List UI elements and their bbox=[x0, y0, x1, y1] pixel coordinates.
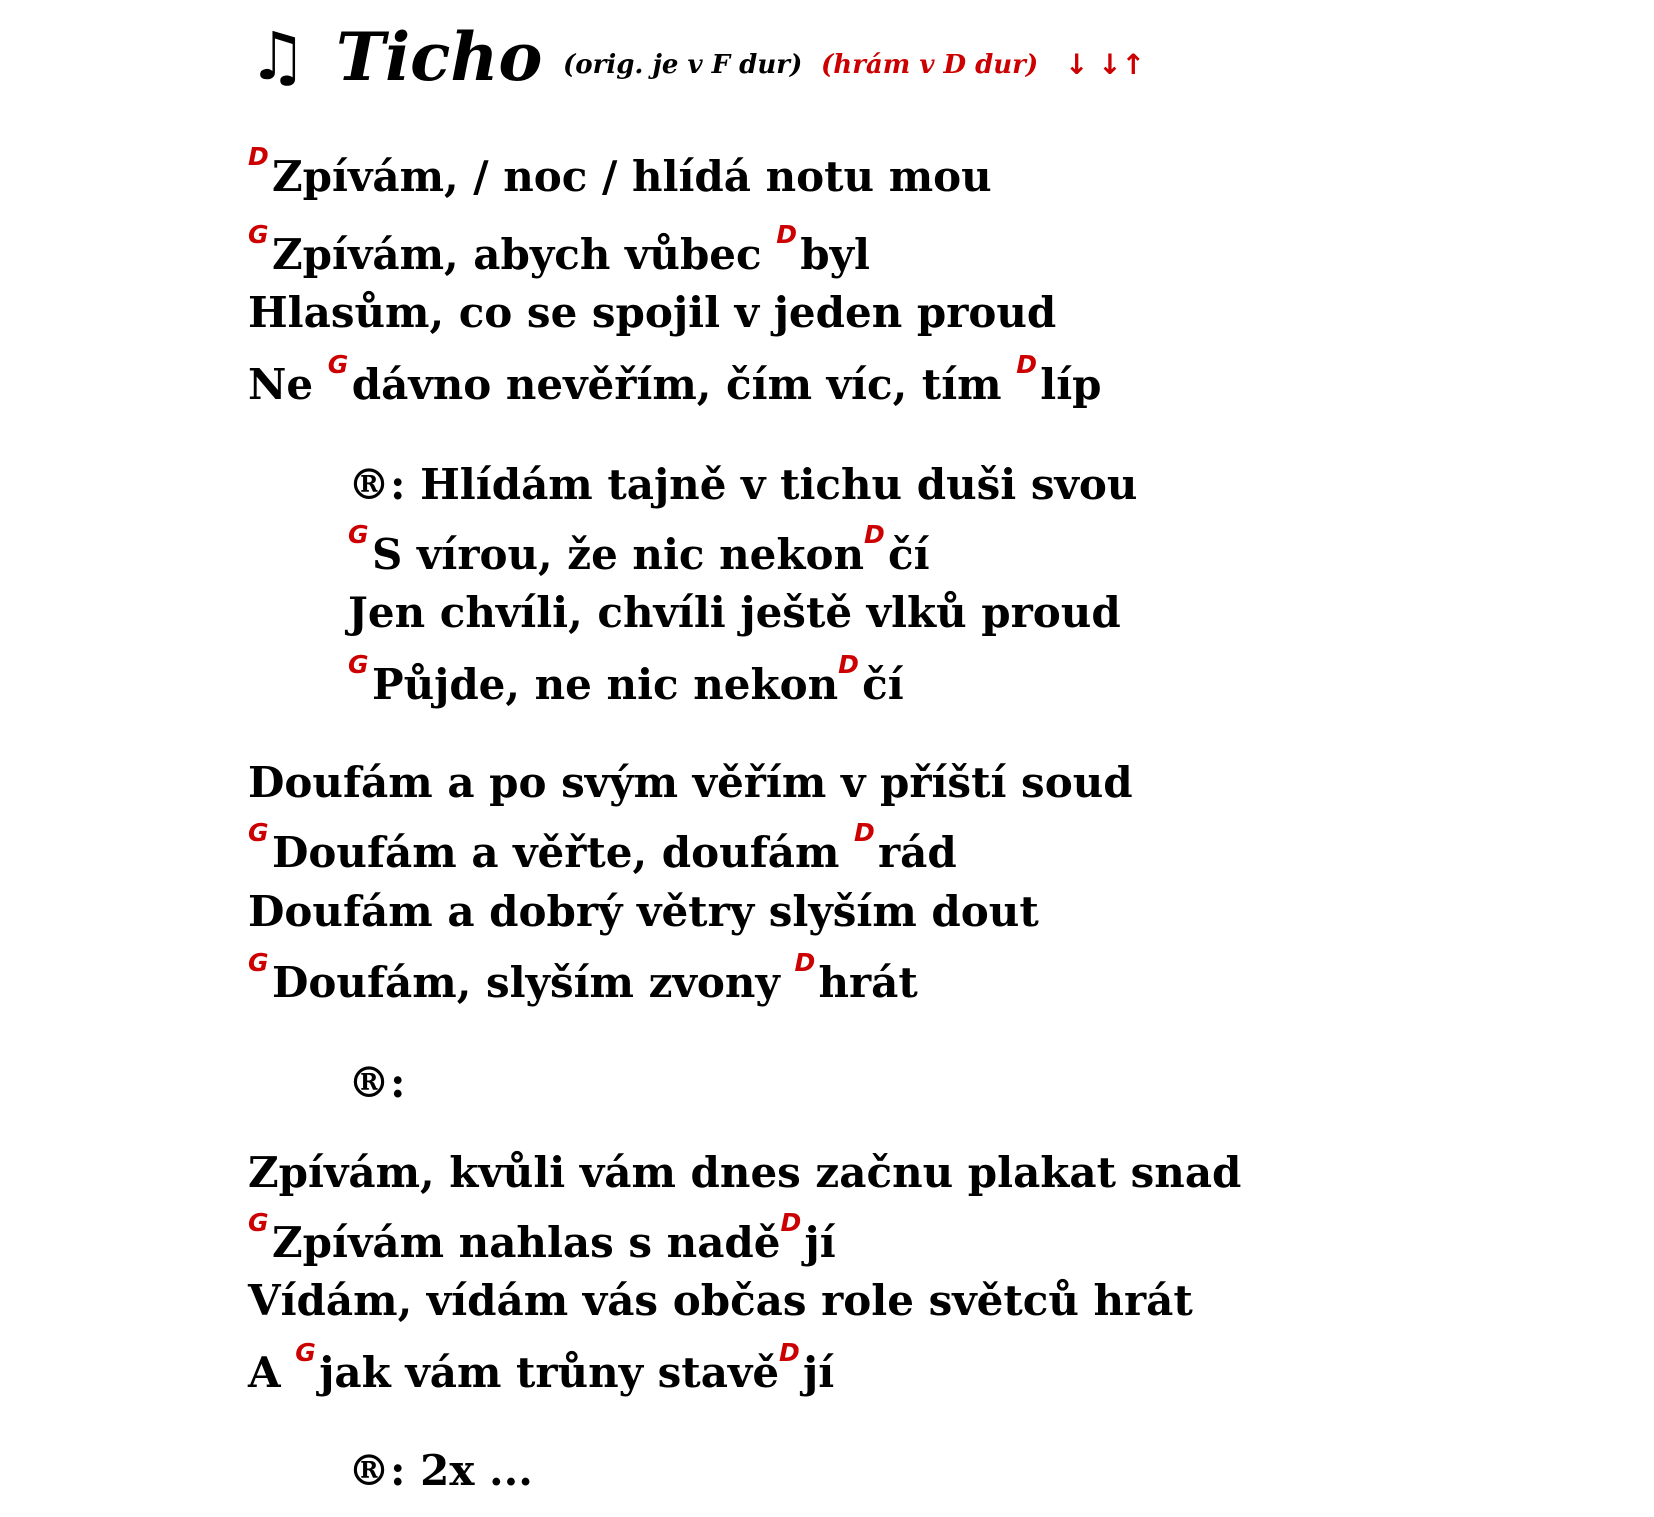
verse1-line1: D Zpívám, / noc / hlídá notu mou bbox=[248, 142, 992, 201]
verse2-line4: G Doufám, slyším zvony D hrát bbox=[248, 948, 918, 1007]
verse2-line2: G Doufám a věřte, doufám D rád bbox=[248, 818, 957, 877]
lyric-text: S vírou, že nic nekon bbox=[372, 530, 865, 579]
lyric-text: líp bbox=[1040, 360, 1102, 409]
lyric-text: Zpívám nahlas s nadě bbox=[272, 1218, 781, 1267]
chorus-reference bbox=[348, 1058, 406, 1108]
lyric-text: Doufám a dobrý větry slyším dout bbox=[248, 887, 1039, 936]
lyric-text: ®: 2x ... bbox=[348, 1446, 533, 1495]
chorus-line3 bbox=[348, 588, 1121, 638]
verse3-line3 bbox=[248, 1276, 1193, 1326]
playing-key: (hrám v D dur) bbox=[821, 50, 1039, 80]
lyric-text: Hlasům, co se spojil v jeden proud bbox=[248, 288, 1057, 337]
lyric-text: Doufám a po svým věřím v příští soud bbox=[248, 758, 1133, 807]
lyric-text: Doufám, slyším zvony bbox=[272, 958, 795, 1007]
original-key: (orig. je v F dur) bbox=[563, 50, 803, 80]
verse1-line4: Ne G dávno nevěřím, čím víc, tím D líp bbox=[248, 350, 1102, 409]
lyric-text: A bbox=[248, 1348, 296, 1397]
verse3-line2: G Zpívám nahlas s nadě D jí bbox=[248, 1208, 836, 1267]
song-title: Ticho bbox=[336, 18, 543, 96]
lyric-text: jí bbox=[804, 1218, 836, 1267]
lyric-text: Doufám a věřte, doufám bbox=[272, 828, 855, 877]
music-note-icon: ♫ bbox=[248, 18, 308, 95]
lyric-text: ®: Hlídám tajně v tichu duši svou bbox=[348, 460, 1138, 509]
lyric-text: Zpívám, kvůli vám dnes začnu plakat snad bbox=[248, 1148, 1242, 1197]
lyric-text: Zpívám, abych vůbec bbox=[272, 230, 777, 279]
lyric-text: Ne bbox=[248, 360, 328, 409]
transpose-arrows-icon[interactable]: ↓ ↓↑ bbox=[1065, 48, 1146, 81]
verse3-line1 bbox=[248, 1148, 1241, 1198]
lyric-text: jí bbox=[803, 1348, 835, 1397]
lyric-text: Půjde, ne nic nekon bbox=[372, 660, 839, 709]
lyric-text: rád bbox=[878, 828, 957, 877]
lyric-text: ®: bbox=[348, 1058, 406, 1107]
lyric-text: Jen chvíli, chvíli ještě vlků proud bbox=[348, 588, 1121, 637]
lyric-text: byl bbox=[800, 230, 870, 279]
chorus-ending bbox=[348, 1446, 533, 1496]
chorus-line2: G S vírou, že nic nekon D čí bbox=[348, 520, 930, 579]
verse2-line1 bbox=[248, 758, 1133, 808]
lyric-text: dávno nevěřím, čím víc, tím bbox=[351, 360, 1017, 409]
lyric-text: jak vám trůny stavě bbox=[319, 1348, 780, 1397]
lyric-text: Zpívám, / noc / hlídá notu mou bbox=[272, 152, 992, 201]
lyric-text: Vídám, vídám vás občas role světců hrát bbox=[248, 1276, 1193, 1325]
lyric-text: čí bbox=[862, 660, 904, 709]
chorus-line1 bbox=[348, 460, 1137, 510]
lyric-text: hrát bbox=[818, 958, 918, 1007]
chorus-line4: G Půjde, ne nic nekon D čí bbox=[348, 650, 904, 709]
verse2-line3 bbox=[248, 887, 1039, 937]
verse1-line3 bbox=[248, 288, 1056, 338]
verse3-line4: A G jak vám trůny stavě D jí bbox=[248, 1338, 835, 1397]
lyric-text: čí bbox=[888, 530, 930, 579]
verse1-line2: G Zpívám, abych vůbec D byl bbox=[248, 220, 870, 279]
